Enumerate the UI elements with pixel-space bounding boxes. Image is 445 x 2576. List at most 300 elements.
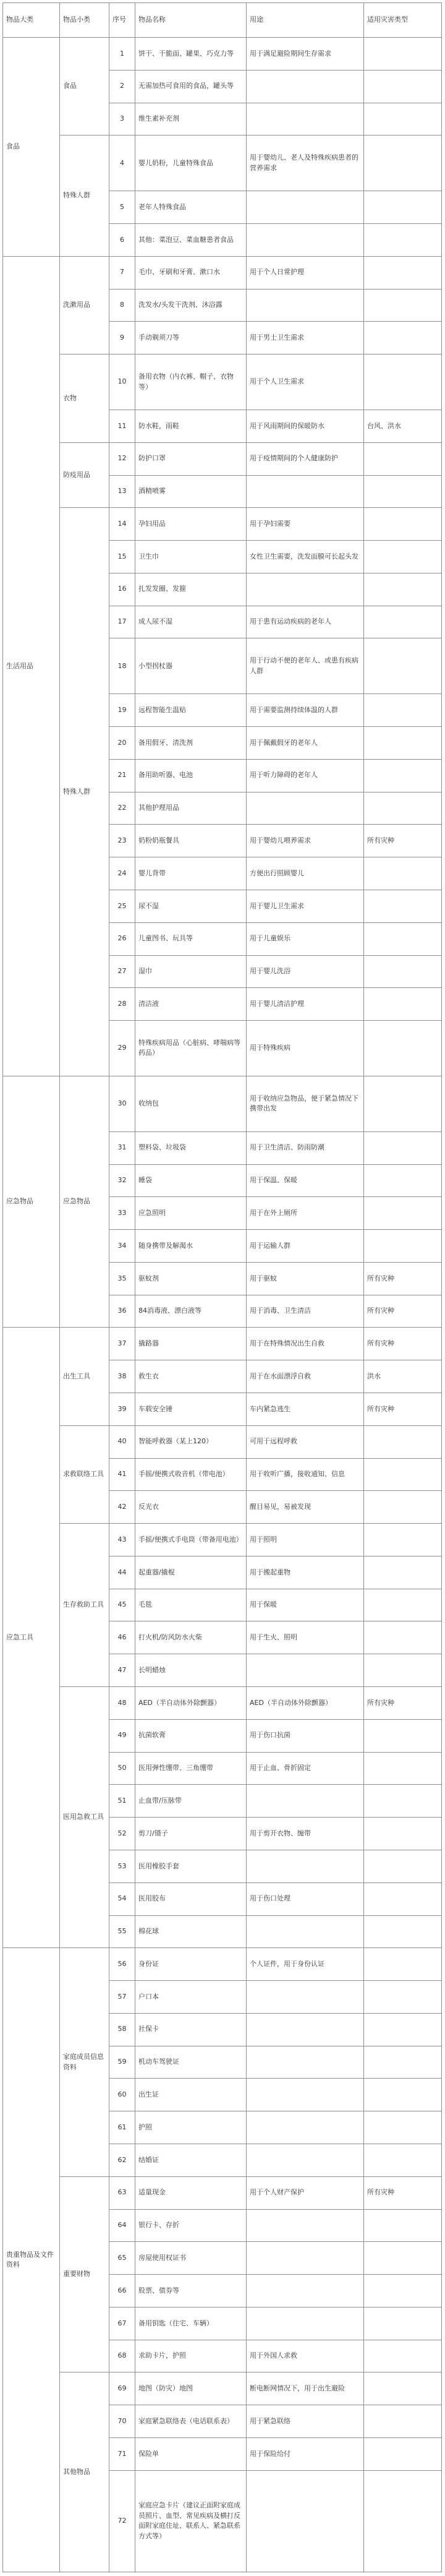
use-cell: 用于个人卫生需求 xyxy=(247,354,364,410)
use-cell: 方便出行照顾婴儿 xyxy=(247,857,364,890)
number-cell: 37 xyxy=(109,1328,135,1360)
hazard-cell xyxy=(364,792,442,825)
item-name-cell: 剪刀/镊子 xyxy=(135,1818,247,1850)
use-cell xyxy=(247,2046,364,2079)
hazard-cell xyxy=(364,727,442,760)
item-name-cell: 反光衣 xyxy=(135,1491,247,1524)
hazard-cell xyxy=(364,2340,442,2372)
hazard-cell xyxy=(364,1785,442,1818)
hazard-cell xyxy=(364,1915,442,1948)
hazard-cell xyxy=(364,70,442,103)
hazard-cell xyxy=(364,103,442,135)
hazard-cell: 所有灾种 xyxy=(364,1295,442,1328)
subcategory-cell: 应急物品 xyxy=(60,1076,109,1328)
number-cell: 25 xyxy=(109,890,135,922)
use-cell: 用于照明 xyxy=(247,1524,364,1556)
hazard-cell: 台风、洪水 xyxy=(364,410,442,442)
table-row xyxy=(3,1948,442,1981)
category-cell: 应急物品 xyxy=(3,1076,60,1328)
number-cell: 28 xyxy=(109,988,135,1021)
item-name-cell: 家庭紧急联络表（电话联系表） xyxy=(135,2405,247,2438)
hazard-cell xyxy=(364,289,442,322)
number-cell: 69 xyxy=(109,2372,135,2405)
item-name-cell: 洗发水/头发干洗剂、沐浴露 xyxy=(135,289,247,322)
item-name-cell: 卫生巾 xyxy=(135,541,247,573)
item-name-cell: 奶粉奶瓶餐具 xyxy=(135,825,247,857)
header-subcategory: 物品小类 xyxy=(60,3,109,38)
use-cell: 用于儿童娱乐 xyxy=(247,922,364,955)
use-cell: 用于婴儿卫生需求 xyxy=(247,890,364,922)
hazard-cell xyxy=(364,1654,442,1687)
use-cell: 用于在外上厕所 xyxy=(247,1197,364,1230)
use-cell: 车内紧急逃生 xyxy=(247,1393,364,1426)
number-cell: 46 xyxy=(109,1621,135,1654)
item-name-cell: 备用假牙、清洗剂 xyxy=(135,727,247,760)
hazard-cell xyxy=(364,1948,442,1981)
hazard-cell xyxy=(364,1818,442,1850)
hazard-cell xyxy=(364,2111,442,2144)
item-name-cell: 救生衣 xyxy=(135,1360,247,1393)
number-cell: 16 xyxy=(109,573,135,606)
hazard-cell: 所有灾种 xyxy=(364,1328,442,1360)
item-name-cell: 医用弹性绷带、三角绷带 xyxy=(135,1752,247,1785)
item-name-cell: 撬路器 xyxy=(135,1328,247,1360)
item-name-cell: 塑料袋、垃圾袋 xyxy=(135,1131,247,1164)
use-cell: 用于佩戴假牙的老年人 xyxy=(247,727,364,760)
table-row xyxy=(3,354,442,410)
item-name-cell: AED（半自动体外除颤器） xyxy=(135,1687,247,1720)
use-cell xyxy=(247,289,364,322)
number-cell: 15 xyxy=(109,541,135,573)
subcategory-cell: 衣物 xyxy=(60,354,109,443)
item-name-cell: 医用橡胶手套 xyxy=(135,1850,247,1883)
use-cell: 用于在特殊情况出生自救 xyxy=(247,1328,364,1360)
use-cell: 用于婴儿洗浴 xyxy=(247,955,364,988)
use-cell: 用于需要监测持续体温的人群 xyxy=(247,694,364,727)
item-name-cell: 随身携带及解渴水 xyxy=(135,1230,247,1263)
table-row xyxy=(3,135,442,191)
number-cell: 62 xyxy=(109,2144,135,2176)
subcategory-cell: 家庭成员信息资料 xyxy=(60,1948,109,2176)
hazard-cell xyxy=(364,1458,442,1491)
hazard-cell xyxy=(364,890,442,922)
item-name-cell: 护照 xyxy=(135,2111,247,2144)
hazard-cell xyxy=(364,1524,442,1556)
hazard-cell xyxy=(364,38,442,71)
number-cell: 23 xyxy=(109,825,135,857)
use-cell: 用于孕妇需要 xyxy=(247,508,364,541)
number-cell: 5 xyxy=(109,191,135,224)
hazard-cell: 所有灾种 xyxy=(364,1262,442,1295)
use-cell: 用于满足避险期间生存需求 xyxy=(247,38,364,71)
use-cell xyxy=(247,1850,364,1883)
number-cell: 18 xyxy=(109,638,135,694)
number-cell: 7 xyxy=(109,256,135,289)
number-cell: 24 xyxy=(109,857,135,890)
item-name-cell: 小型拐杖器 xyxy=(135,638,247,694)
use-cell xyxy=(247,1915,364,1948)
table-row xyxy=(3,1328,442,1360)
number-cell: 60 xyxy=(109,2079,135,2111)
hazard-cell xyxy=(364,442,442,475)
table-row xyxy=(3,256,442,289)
use-cell xyxy=(247,1785,364,1818)
item-name-cell: 婴儿背带 xyxy=(135,857,247,890)
subcategory-cell: 生存救助工具 xyxy=(60,1524,109,1687)
use-cell xyxy=(247,2242,364,2275)
use-cell: 女性卫生需要，洗发面膜可长起头发 xyxy=(247,541,364,573)
hazard-cell xyxy=(364,1491,442,1524)
use-cell: 用于收纳应急物品，便于紧急情况下携带出发 xyxy=(247,1076,364,1131)
item-name-cell: 无需加热可食用的食品，罐头等 xyxy=(135,70,247,103)
use-cell: 用于个人财产保护 xyxy=(247,2176,364,2209)
table-row xyxy=(3,1425,442,1458)
item-name-cell: 饼干、干脆面、罐果、巧克力等 xyxy=(135,38,247,71)
hazard-cell xyxy=(364,1021,442,1076)
use-cell: 用于男士卫生需求 xyxy=(247,322,364,354)
number-cell: 8 xyxy=(109,289,135,322)
number-cell: 10 xyxy=(109,354,135,410)
hazard-cell xyxy=(364,1752,442,1785)
use-cell: 断电断网情况下，用于出生避险 xyxy=(247,2372,364,2405)
use-cell xyxy=(247,191,364,224)
item-name-cell: 防水鞋，雨鞋 xyxy=(135,410,247,442)
item-name-cell: 手摇/便携式收音机（带电池） xyxy=(135,1458,247,1491)
emergency-supplies-table xyxy=(2,2,442,2572)
number-cell: 6 xyxy=(109,223,135,256)
use-cell: 用于行动不便的老年人、或患有疾病人群 xyxy=(247,638,364,694)
item-name-cell: 毛巾、牙刷和牙膏、漱口水 xyxy=(135,256,247,289)
subcategory-cell: 其他物品 xyxy=(60,2372,109,2572)
number-cell: 48 xyxy=(109,1687,135,1720)
number-cell: 31 xyxy=(109,1131,135,1164)
hazard-cell: 所有灾种 xyxy=(364,2176,442,2209)
number-cell: 26 xyxy=(109,922,135,955)
use-cell: 用于特殊疾病 xyxy=(247,1021,364,1076)
number-cell: 11 xyxy=(109,410,135,442)
hazard-cell xyxy=(364,191,442,224)
hazard-cell xyxy=(364,2307,442,2340)
hazard-cell xyxy=(364,223,442,256)
number-cell: 36 xyxy=(109,1295,135,1328)
hazard-cell xyxy=(364,2242,442,2275)
use-cell xyxy=(247,103,364,135)
number-cell: 53 xyxy=(109,1850,135,1883)
use-cell: 用于消毒、卫生清洁 xyxy=(247,1295,364,1328)
use-cell xyxy=(247,2079,364,2111)
table-row xyxy=(3,1687,442,1720)
hazard-cell xyxy=(364,541,442,573)
table-row xyxy=(3,508,442,541)
header-number: 序号 xyxy=(109,3,135,38)
hazard-cell xyxy=(364,1164,442,1197)
item-name-cell: 医用胶布 xyxy=(135,1883,247,1915)
category-cell: 食品 xyxy=(3,38,60,257)
subcategory-cell: 重要财物 xyxy=(60,2176,109,2372)
number-cell: 12 xyxy=(109,442,135,475)
hazard-cell xyxy=(364,1425,442,1458)
number-cell: 61 xyxy=(109,2111,135,2144)
use-cell xyxy=(247,2307,364,2340)
number-cell: 19 xyxy=(109,694,135,727)
item-name-cell: 止血带/压脉带 xyxy=(135,1785,247,1818)
hazard-cell xyxy=(364,354,442,410)
item-name-cell: 湿巾 xyxy=(135,955,247,988)
hazard-cell xyxy=(364,256,442,289)
use-cell xyxy=(247,2470,364,2572)
item-name-cell: 远程智能生温贴 xyxy=(135,694,247,727)
use-cell xyxy=(247,223,364,256)
use-cell: 用于止血、骨折固定 xyxy=(247,1752,364,1785)
number-cell: 14 xyxy=(109,508,135,541)
hazard-cell xyxy=(364,2275,442,2308)
item-name-cell: 抗菌软膏 xyxy=(135,1719,247,1752)
hazard-cell xyxy=(364,322,442,354)
use-cell: 用于收听广播，接收通知、信息 xyxy=(247,1458,364,1491)
hazard-cell xyxy=(364,1131,442,1164)
use-cell: AED（半自动体外除颤器） xyxy=(247,1687,364,1720)
use-cell: 用于在水面漂浮自救 xyxy=(247,1360,364,1393)
item-name-cell: 备用助听器、电池 xyxy=(135,759,247,792)
number-cell: 29 xyxy=(109,1021,135,1076)
hazard-cell xyxy=(364,606,442,638)
hazard-cell xyxy=(364,573,442,606)
use-cell: 可用于远程呼救 xyxy=(247,1425,364,1458)
number-cell: 9 xyxy=(109,322,135,354)
use-cell xyxy=(247,2111,364,2144)
number-cell: 63 xyxy=(109,2176,135,2209)
item-name-cell: 成人尿不湿 xyxy=(135,606,247,638)
number-cell: 50 xyxy=(109,1752,135,1785)
hazard-cell xyxy=(364,759,442,792)
item-name-cell: 身份证 xyxy=(135,1948,247,1981)
use-cell: 用于伤口处理 xyxy=(247,1883,364,1915)
subcategory-cell: 防疫用品 xyxy=(60,442,109,508)
use-cell xyxy=(247,2209,364,2242)
number-cell: 70 xyxy=(109,2405,135,2438)
header-use: 用途 xyxy=(247,3,364,38)
use-cell xyxy=(247,792,364,825)
header-category: 物品大类 xyxy=(3,3,60,38)
use-cell: 用于伤口抗菌 xyxy=(247,1719,364,1752)
table-row xyxy=(3,1524,442,1556)
item-name-cell: 婴儿奶粉，儿童特殊食品 xyxy=(135,135,247,191)
number-cell: 55 xyxy=(109,1915,135,1948)
number-cell: 42 xyxy=(109,1491,135,1524)
item-name-cell: 驱蚊剂 xyxy=(135,1262,247,1295)
hazard-cell xyxy=(364,2046,442,2079)
use-cell xyxy=(247,2144,364,2176)
item-name-cell: 手摇/便携式手电筒（带备用电池） xyxy=(135,1524,247,1556)
number-cell: 47 xyxy=(109,1654,135,1687)
item-name-cell: 车载安全锤 xyxy=(135,1393,247,1426)
number-cell: 34 xyxy=(109,1230,135,1263)
item-name-cell: 保险单 xyxy=(135,2438,247,2471)
item-name-cell: 出生证 xyxy=(135,2079,247,2111)
item-name-cell: 睡袋 xyxy=(135,1164,247,1197)
item-name-cell: 扎发发圈、发箍 xyxy=(135,573,247,606)
item-name-cell: 备用钥匙（住宅、车辆） xyxy=(135,2307,247,2340)
subcategory-cell: 特殊人群 xyxy=(60,508,109,1076)
table-body xyxy=(3,38,442,2572)
number-cell: 20 xyxy=(109,727,135,760)
hazard-cell: 所有灾种 xyxy=(364,1393,442,1426)
hazard-cell xyxy=(364,2470,442,2572)
hazard-cell xyxy=(364,2079,442,2111)
use-cell: 用于婴幼儿、老人及特殊疾病患者的营养需求 xyxy=(247,135,364,191)
item-name-cell: 特殊疾病用品（心脏病、哮喘病等药品） xyxy=(135,1021,247,1076)
item-name-cell: 防护口罩 xyxy=(135,442,247,475)
hazard-cell: 所有灾种 xyxy=(364,1687,442,1720)
number-cell: 22 xyxy=(109,792,135,825)
table-row xyxy=(3,1076,442,1131)
hazard-cell xyxy=(364,1981,442,2014)
use-cell: 用于个人日常护理 xyxy=(247,256,364,289)
use-cell: 用于剪开衣物、缠带 xyxy=(247,1818,364,1850)
item-name-cell: 适量现金 xyxy=(135,2176,247,2209)
use-cell: 用于生火、照明 xyxy=(247,1621,364,1654)
item-name-cell: 社保卡 xyxy=(135,2013,247,2046)
hazard-cell xyxy=(364,2144,442,2176)
number-cell: 57 xyxy=(109,1981,135,2014)
category-cell: 贵重物品及文件资料 xyxy=(3,1948,60,2572)
hazard-cell xyxy=(364,475,442,508)
hazard-cell xyxy=(364,694,442,727)
number-cell: 72 xyxy=(109,2470,135,2572)
hazard-cell xyxy=(364,1719,442,1752)
item-name-cell: 机动车驾驶证 xyxy=(135,2046,247,2079)
header-hazard-type: 适用灾害类型 xyxy=(364,3,442,38)
hazard-cell xyxy=(364,135,442,191)
subcategory-cell: 特殊人群 xyxy=(60,135,109,256)
table-row xyxy=(3,38,442,71)
hazard-cell xyxy=(364,1621,442,1654)
use-cell xyxy=(247,2275,364,2308)
number-cell: 64 xyxy=(109,2209,135,2242)
number-cell: 44 xyxy=(109,1556,135,1589)
item-name-cell: 84消毒液、漂白液等 xyxy=(135,1295,247,1328)
use-cell: 用于患有运动疾病的老年人 xyxy=(247,606,364,638)
item-name-cell: 应急照明 xyxy=(135,1197,247,1230)
hazard-cell xyxy=(364,1589,442,1621)
use-cell: 用于运输人群 xyxy=(247,1230,364,1263)
use-cell: 个人证件，用于身份认证 xyxy=(247,1948,364,1981)
number-cell: 51 xyxy=(109,1785,135,1818)
number-cell: 21 xyxy=(109,759,135,792)
header-row xyxy=(3,3,442,38)
use-cell: 用于紧急联络 xyxy=(247,2405,364,2438)
hazard-cell xyxy=(364,1883,442,1915)
hazard-cell xyxy=(364,1556,442,1589)
item-name-cell: 家庭应急卡片（建议正面附家庭成员照片、血型、常见疾病及横打反面附家庭住址、联系人、紧急联系方式等） xyxy=(135,2470,247,2572)
use-cell: 用于保温、保暖 xyxy=(247,1164,364,1197)
hazard-cell xyxy=(364,1197,442,1230)
item-name-cell: 孕妇用品 xyxy=(135,508,247,541)
hazard-cell xyxy=(364,988,442,1021)
item-name-cell: 打火机/防风防水火柴 xyxy=(135,1621,247,1654)
header-item-name: 物品名称 xyxy=(135,3,247,38)
number-cell: 52 xyxy=(109,1818,135,1850)
item-name-cell: 尿不湿 xyxy=(135,890,247,922)
number-cell: 49 xyxy=(109,1719,135,1752)
use-cell: 用于听力障碍的老年人 xyxy=(247,759,364,792)
number-cell: 65 xyxy=(109,2242,135,2275)
item-name-cell: 长明蜡烛 xyxy=(135,1654,247,1687)
number-cell: 4 xyxy=(109,135,135,191)
subcategory-cell: 求救联络工具 xyxy=(60,1425,109,1523)
use-cell xyxy=(247,573,364,606)
hazard-cell xyxy=(364,2209,442,2242)
item-name-cell: 求助卡片，护照 xyxy=(135,2340,247,2372)
number-cell: 45 xyxy=(109,1589,135,1621)
item-name-cell: 毛毯 xyxy=(135,1589,247,1621)
hazard-cell xyxy=(364,2405,442,2438)
use-cell xyxy=(247,70,364,103)
category-cell: 生活用品 xyxy=(3,256,60,1076)
number-cell: 39 xyxy=(109,1393,135,1426)
use-cell: 用于风雨期间的保暖防水 xyxy=(247,410,364,442)
item-name-cell: 智能呼救器（某上120） xyxy=(135,1425,247,1458)
table-row xyxy=(3,442,442,475)
use-cell: 用于婴幼儿喂养需求 xyxy=(247,825,364,857)
item-name-cell: 房屋使用权证书 xyxy=(135,2242,247,2275)
number-cell: 66 xyxy=(109,2275,135,2308)
item-name-cell: 银行卡、存折 xyxy=(135,2209,247,2242)
hazard-cell xyxy=(364,2438,442,2471)
hazard-cell: 所有灾种 xyxy=(364,825,442,857)
number-cell: 67 xyxy=(109,2307,135,2340)
item-name-cell: 维生素补充剂 xyxy=(135,103,247,135)
number-cell: 30 xyxy=(109,1076,135,1131)
hazard-cell xyxy=(364,922,442,955)
table-row xyxy=(3,2372,442,2405)
use-cell: 醒目易见，易被发现 xyxy=(247,1491,364,1524)
item-name-cell: 棉花球 xyxy=(135,1915,247,1948)
item-name-cell: 清洁液 xyxy=(135,988,247,1021)
hazard-cell xyxy=(364,2013,442,2046)
use-cell: 用于疫情期间的个人健康防护 xyxy=(247,442,364,475)
hazard-cell xyxy=(364,955,442,988)
use-cell: 用于保暖 xyxy=(247,1589,364,1621)
hazard-cell xyxy=(364,508,442,541)
number-cell: 27 xyxy=(109,955,135,988)
item-name-cell: 备用衣物（内衣裤、帽子、衣物等） xyxy=(135,354,247,410)
use-cell: 用于婴儿清洁护理 xyxy=(247,988,364,1021)
number-cell: 58 xyxy=(109,2013,135,2046)
item-name-cell: 手动剃须刀等 xyxy=(135,322,247,354)
item-name-cell: 其他：菜泡豆、菜血糖患者食品 xyxy=(135,223,247,256)
category-cell: 应急工具 xyxy=(3,1328,60,1948)
number-cell: 56 xyxy=(109,1948,135,1981)
number-cell: 2 xyxy=(109,70,135,103)
checklist-sheet xyxy=(2,2,441,2572)
item-name-cell: 股票、债券等 xyxy=(135,2275,247,2308)
number-cell: 17 xyxy=(109,606,135,638)
number-cell: 68 xyxy=(109,2340,135,2372)
use-cell: 用于驱蚊 xyxy=(247,1262,364,1295)
table-row xyxy=(3,2176,442,2209)
item-name-cell: 地图（防灾）地图 xyxy=(135,2372,247,2405)
number-cell: 41 xyxy=(109,1458,135,1491)
subcategory-cell: 洗漱用品 xyxy=(60,256,109,354)
number-cell: 13 xyxy=(109,475,135,508)
number-cell: 54 xyxy=(109,1883,135,1915)
hazard-cell xyxy=(364,638,442,694)
number-cell: 71 xyxy=(109,2438,135,2471)
hazard-cell xyxy=(364,1076,442,1131)
use-cell: 用于外国人求救 xyxy=(247,2340,364,2372)
number-cell: 59 xyxy=(109,2046,135,2079)
